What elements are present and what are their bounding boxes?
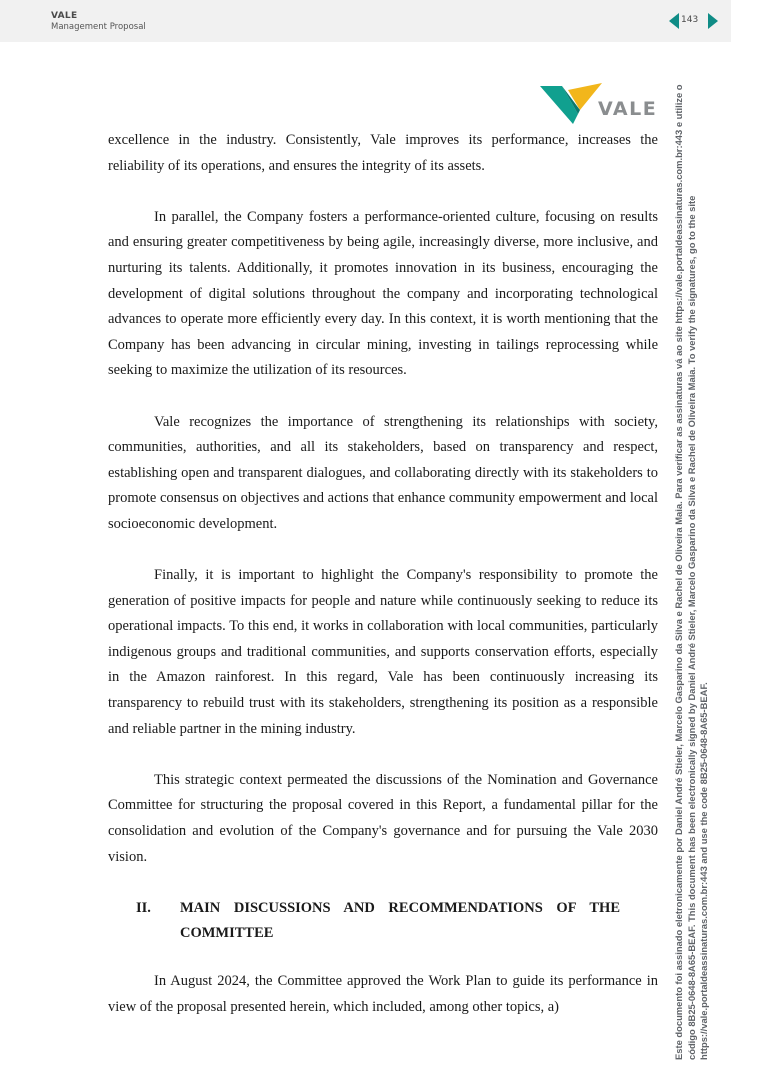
signature-note: Este documento foi assinado eletronicamente por Daniel André Stieler, Marcelo Gasparino da Silva e Rachel de Oliveira Maia. Para verificar as assinaturas vá ao site https://vale.portaldeassinaturas.com.br:443 e utilize o código 8B25-0648-8A65-BEAF. This document has been electronically signed by Daniel André Stieler, Marcelo Gasparino da Silva e Rachel de Oliveira Maia. To verify the signatures, go to the site https://vale.portaldeassinaturas.com.br:443 and use the code 8B25-0648-8A65-BEAF. [673, 84, 710, 1060]
header-company: VALE [51, 11, 78, 21]
previous-page-icon[interactable] [669, 13, 679, 29]
section-number: II. [136, 899, 151, 916]
paragraph: Vale recognizes the importance of strengthening its relationships with society, communities, authorities, and all its stakeholders, based on transparency and respect, establishing open and transparent dialogues, and collaborating directly with its stakeholders to promote consensus on objectives and actions that enhance community empowerment and local socioeconomic development. [108, 413, 658, 532]
signature-sidebar [665, 70, 735, 1060]
section-title: MAIN DISCUSSIONS AND RECOMMENDATIONS OF THE COMMITTEE [180, 899, 620, 942]
page-header [0, 0, 731, 42]
paragraph: In August 2024, the Committee approved the Work Plan to guide its performance in view of the proposal presented herein, which included, among other topics, a) [108, 973, 658, 1015]
paragraph: excellence in the industry. Consistently, Vale improves its performance, increases the reliability of its operations, and ensures the integrity of its assets. [108, 132, 658, 174]
header-subtitle: Management Proposal [51, 22, 146, 32]
page-number: 143 [681, 15, 699, 25]
document-body [108, 128, 658, 1046]
logo-wordmark: VALE [598, 98, 658, 120]
paragraph: In parallel, the Company fosters a performance-oriented culture, focusing on results and ensuring greater competitiveness by being agile, increasingly diverse, more inclusive, and nurturing its talents. Additionally, it promotes innovation in its business, encouraging the development of digital solutions throughout the company and incorporating technological advances to operate more efficiently every day. In this context, it is worth mentioning that the Company has been advancing in circular mining, investing in tailings reprocessing while seeking to maximize the utilization of its resources. [108, 208, 658, 379]
paragraph: Finally, it is important to highlight the Company's responsibility to promote the generation of positive impacts for people and nature while continuously seeking to reduce its operational impacts. To this end, it works in collaboration with local communities, particularly indigenous groups and traditional communities, and supports conservation efforts, especially in the Amazon rainforest. In this regard, Vale has been continuously increasing its transparency to rebuild trust with its stakeholders, strengthening its position as a responsible and reliable partner in the mining industry. [108, 567, 658, 737]
next-page-icon[interactable] [708, 13, 718, 29]
paragraph: This strategic context permeated the discussions of the Nomination and Governance Committee for structuring the proposal covered in this Report, a fundamental pillar for the consolidation and evolution of the Company's governance and for pursuing the Vale 2030 vision. [108, 771, 658, 865]
section-heading [108, 896, 658, 947]
